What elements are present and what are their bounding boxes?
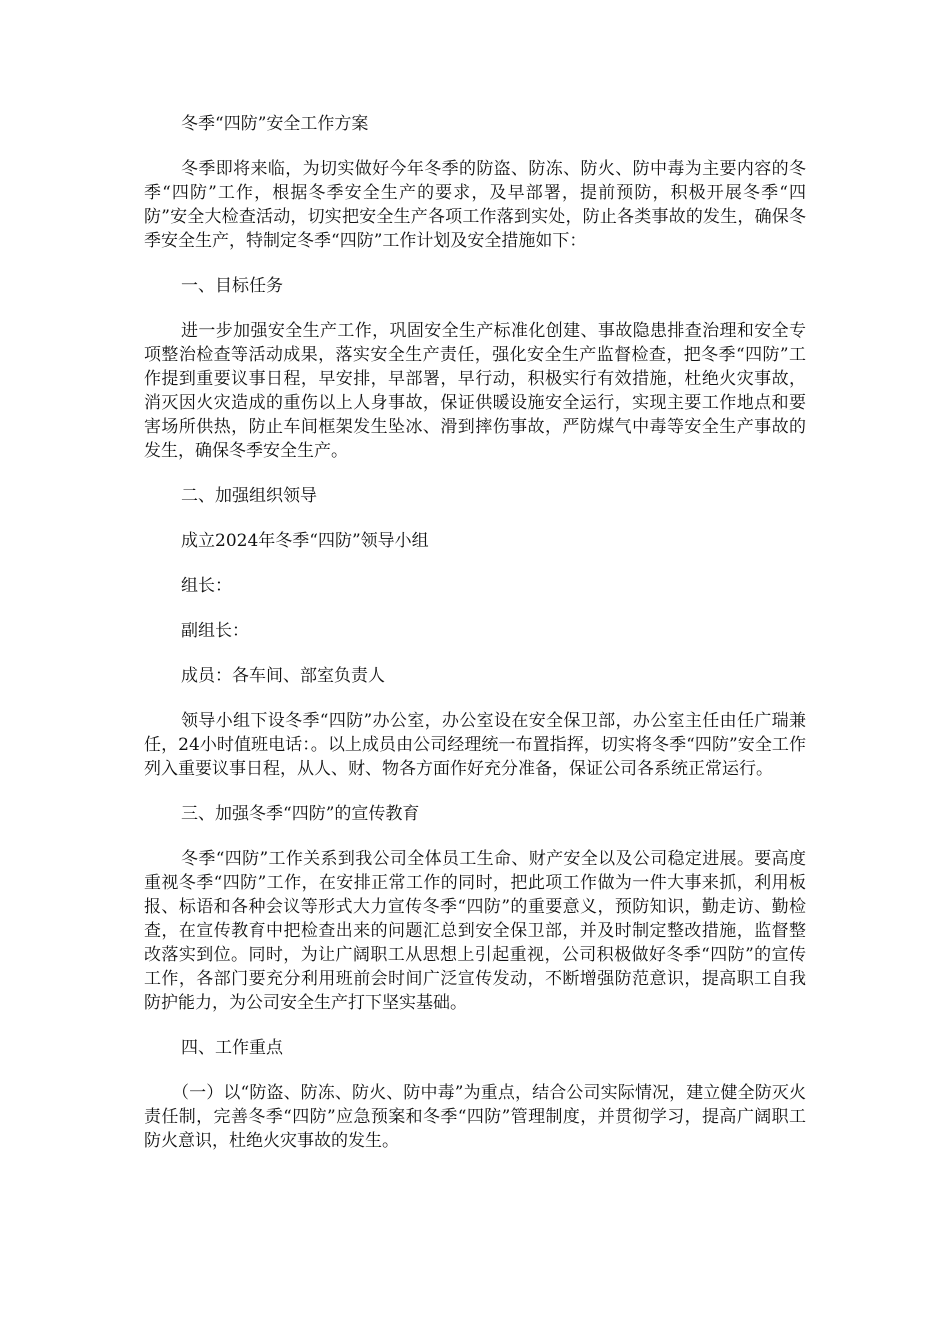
publicity-paragraph: 冬季“四防”工作关系到我公司全体员工生命、财产安全以及公司稳定进展。要高度重视冬季“四防”工作，在安排正常工作的同时，把此项工作做为一件大事来抓，利用板报、标语和各种会议等形式大力宣传冬季“四防”的重要意义，预防知识，勤走访、勤检查，在宣传教育中把检查出来的问题汇总到安全保卫部，并及时制定整改措施，监督整改落实到位。同时，为让广阔职工从思想上引起重视，公司积极做好冬季“四防”的宣传工作，各部门要充分利用班前会时间广泛宣传发动，不断增强防范意识，提高职工自我防护能力，为公司安全生产打下坚实基础。 xyxy=(144,849,806,1013)
section-heading-key-work: 四、工作重点 xyxy=(181,1038,283,1058)
key-work-item-1: （一）以“防盗、防冻、防火、防中毒”为重点，结合公司实际情况，建立健全防灭火责任制，完善冬季“四防”应急预案和冬季“四防”管理制度，并贯彻学习，提高广阔职工防火意识，杜绝火灾事故的发生。 xyxy=(144,1083,806,1151)
office-paragraph: 领导小组下设冬季“四防”办公室，办公室设在安全保卫部，办公室主任由任广瑞兼任，24小时值班电话：。以上成员由公司经理统一布置指挥，切实将冬季“四防”安全工作列入重要议事日程，从人、财、物各方面作好充分准备，保证公司各系统正常运行。 xyxy=(144,711,806,779)
document-body xyxy=(144,112,806,1174)
document-title: 冬季“四防”安全工作方案 xyxy=(181,114,369,134)
objectives-paragraph: 进一步加强安全生产工作，巩固安全生产标准化创建、事故隐患排查治理和安全专项整治检查等活动成果，落实安全生产责任，强化安全生产监督检查，把冬季“四防”工作提到重要议事日程，早安排，早部署，早行动，积极实行有效措施，杜绝火灾事故，消灭因火灾造成的重伤以上人身事故，保证供暖设施安全运行，实现主要工作地点和要害场所供热，防止车间框架发生坠冰、滑到摔伤事故，严防煤气中毒等安全生产事故的发生，确保冬季安全生产。 xyxy=(144,321,806,461)
section-heading-objectives: 一、目标任务 xyxy=(181,276,283,296)
intro-paragraph: 冬季即将来临，为切实做好今年冬季的防盗、防冻、防火、防中毒为主要内容的冬季“四防”工作，根据冬季安全生产的要求，及早部署，提前预防，积极开展冬季“四防”安全大检查活动，切实把安全生产各项工作落到实处，防止各类事故的发生，确保冬季安全生产，特制定冬季“四防”工作计划及安全措施如下： xyxy=(144,159,806,251)
leadership-group-line: 成立2024年冬季“四防”领导小组 xyxy=(181,531,429,551)
section-heading-leadership: 二、加强组织领导 xyxy=(181,486,317,506)
deputy-leader-line: 副组长： xyxy=(181,621,249,641)
section-heading-publicity: 三、加强冬季“四防”的宣传教育 xyxy=(181,804,420,824)
group-leader-line: 组长： xyxy=(181,576,232,596)
members-line: 成员：各车间、部室负责人 xyxy=(181,666,385,686)
